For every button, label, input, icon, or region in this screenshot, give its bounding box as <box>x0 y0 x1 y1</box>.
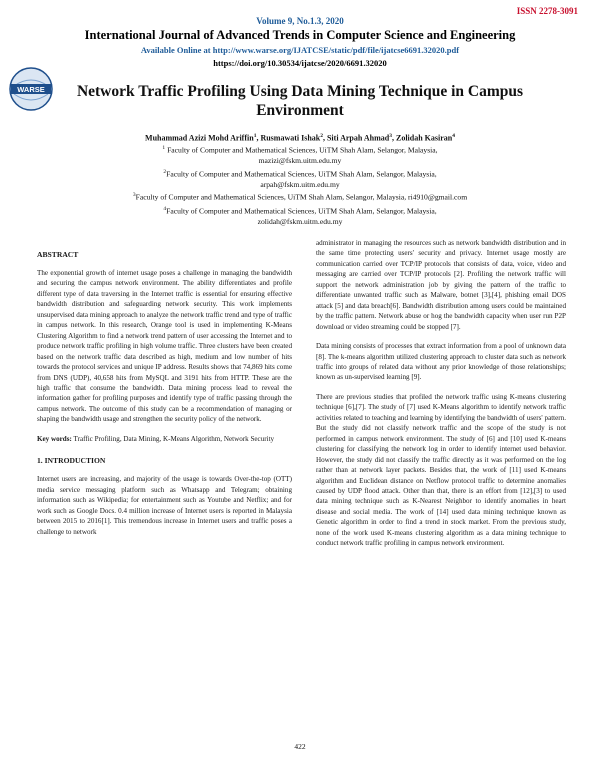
volume-line: Volume 9, No.1.3, 2020 <box>256 16 344 26</box>
author-sup: 1 <box>253 133 257 139</box>
abstract-text: The exponential growth of internet usage poses a challenge in managing the bandwidth and securing the campus network environment. The ability differentiates and profile different type of data traversing in the Internet traffic is essential for ensuring effective bandwidth distribution and safeguarding network security. This work implements unsupervised data mining approach to analyze the network traffic trend and type of traffic in campus network. In this research, Orange tool is used in implementing K-Means Clustering Algorithm to find a network trend pattern of user accessing the Internet and to produce network traffic profiling in high volume traffic. Three clusters have been created based on the network traffic data described as high, medium and low number of hits towards the protocol services and unique IP address. Results shows that 74,869 hits come from DNS (UDP), 40,658 hits from MySQL and 3191 hits from HTTP. These are the high traffic that consume the bandwidth. Data mining process lead to reveal the information gather for profiling purposes and identify type of traffic passing through the campus network. The outcome of this study can be a recommendation of managing or shaping the bandwidth usage and strengthen the security policy of the network. <box>37 269 292 424</box>
keywords <box>37 434 292 444</box>
author-sup: 3 <box>389 133 392 139</box>
author-line: Muhammad Azizi Mohd Ariffin$^1$, Rusmawati Ishak$^2$, Siti Arpah Ahmad$^3$, Zolidah Kasiran$^4$ <box>145 133 455 143</box>
affiliation-line: $^2$Faculty of Computer and Mathematical Sciences, UiTM Shah Alam, Selangor, Malaysia, <box>163 168 437 179</box>
keywords-label: Key words: <box>37 434 72 443</box>
author-sup: 2 <box>320 133 323 139</box>
right-column <box>316 238 566 558</box>
issn: ISSN 2278-3091 <box>516 6 578 16</box>
author-name: Siti Arpah Ahmad <box>326 133 390 143</box>
journal-name: International Journal of Advanced Trends in Computer Science and Engineering <box>84 28 516 42</box>
warse-logo <box>8 66 54 112</box>
affiliation-line: $^3$Faculty of Computer and Mathematical Sciences, UiTM Shah Alam, Selangor, Malaysia, ri4910@gmail.com <box>132 192 468 202</box>
affiliations <box>0 143 600 227</box>
keywords-text: Traffic Profiling, Data Mining, K-Means Algorithm, Network Security <box>71 434 275 443</box>
intro-paragraph: administrator in managing the resources such as network bandwidth distribution and in the same time protecting users' security and privacy. Internet usage mostly are communication carried over TCP/IP protocols that consists of data, voice, video and messaging are carried over TCP/IP protocols [2]. Profiling the network traffic will support the network administration job by giving the pattern of the traffic to differentiate unwanted traffic such as Malware, botnet [3],[4], phishing email DOS attack [5] and data breach[6]. Bandwidth distribution among users could be maintained by the traffic pattern. Network abuse or hog the bandwidth capacity when user run P2P download or video streaming could be stopped [7]. <box>316 239 566 331</box>
affiliation-email: mazizi@fskm.uitm.edu.my <box>258 156 342 166</box>
author-name: Zolidah Kasiran <box>395 133 453 143</box>
affiliation-line: $^4$Faculty of Computer and Mathematical Sciences, UiTM Shah Alam, Selangor, Malaysia, <box>163 205 437 216</box>
doi-link[interactable]: https://doi.org/10.30534/ijatcse/2020/6691.32020 <box>213 58 387 68</box>
online-link[interactable]: Available Online at http://www.warse.org/IJATCSE/static/pdf/file/ijatcse6691.32020.pdf <box>140 45 460 55</box>
introduction-heading: 1. INTRODUCTION <box>37 456 106 466</box>
author-name: Rusmawati Ishak <box>260 133 321 143</box>
author-sup: 4 <box>452 133 455 139</box>
left-column <box>37 238 292 546</box>
intro-paragraph: Data mining consists of processes that extract information from a pool of unknown data [8]. The k-means algorithm utilized clustering approach to cluster data such as network traffic into groups of related data without any prior knowledge of those relationships; known as un-supervised learning [9]. <box>316 342 566 382</box>
affiliation-line: $^1$ Faculty of Computer and Mathematical Sciences, UiTM Shah Alam, Selangor, Malaysia, <box>162 145 438 155</box>
abstract-heading: ABSTRACT <box>37 250 79 259</box>
page-number: 422 <box>294 742 306 751</box>
intro-paragraph: There are previous studies that profiled the network traffic using K-means clustering technique [6],[7]. The study of [7] used K-Means algorithm to identify network traffic activities related to teaching and learning by identifying the bandwidth of users' pattern. But the study did not classify network traffic and the scope of the study is not performed in campus network environment. The study of [6] and [10] used K-means clustering for classifying the network log in order to identify internet used behavior. However, the study did not classify the traffic directly as it was performed on the log rather than at network layer packets. Besides that, the work of [11] used K-means algorithm and Euclidean distance on Netflow protocol traffic to determine anomalies caused by UDP flood attack. Other than that, there is an effort from [12],[3] to used data mining technique such as K-Nearest Neighbor to identify anomalies in heart disease and social media. The work of [14] used data mining technique known as Genetic algorithm in order to find a trend in stock market. From the previous study, none of the work used K-means clustering algorithm as a data mining technique to conduct network traffic profiling in campus network environment. <box>316 392 566 548</box>
affiliation-email: zolidah@fskm.uitm.edu.my <box>257 216 343 226</box>
intro-paragraph: Internet users are increasing, and majority of the usage is towards Over-the-top (OTT) media service messaging platform such as Whatsapp and Telegram; obtaining information such as Wikipedia; for entertainment such as Youtube and Netflix; and for work such as Google Docs. 0.4 million increase of Internet users is reported in Malaysia between 2015 to 2016[1]. This tremendous increase in Internet users and traffic poses a challenge to network <box>37 475 292 536</box>
affiliation-email: arpah@fskm.uitm.edu.my <box>260 179 340 189</box>
author-name: Muhammad Azizi Mohd Ariffin <box>145 133 254 143</box>
paper-title: Network Traffic Profiling Using Data Mining Technique in Campus Environment <box>76 83 524 119</box>
logo-text: WARSE <box>17 84 45 94</box>
